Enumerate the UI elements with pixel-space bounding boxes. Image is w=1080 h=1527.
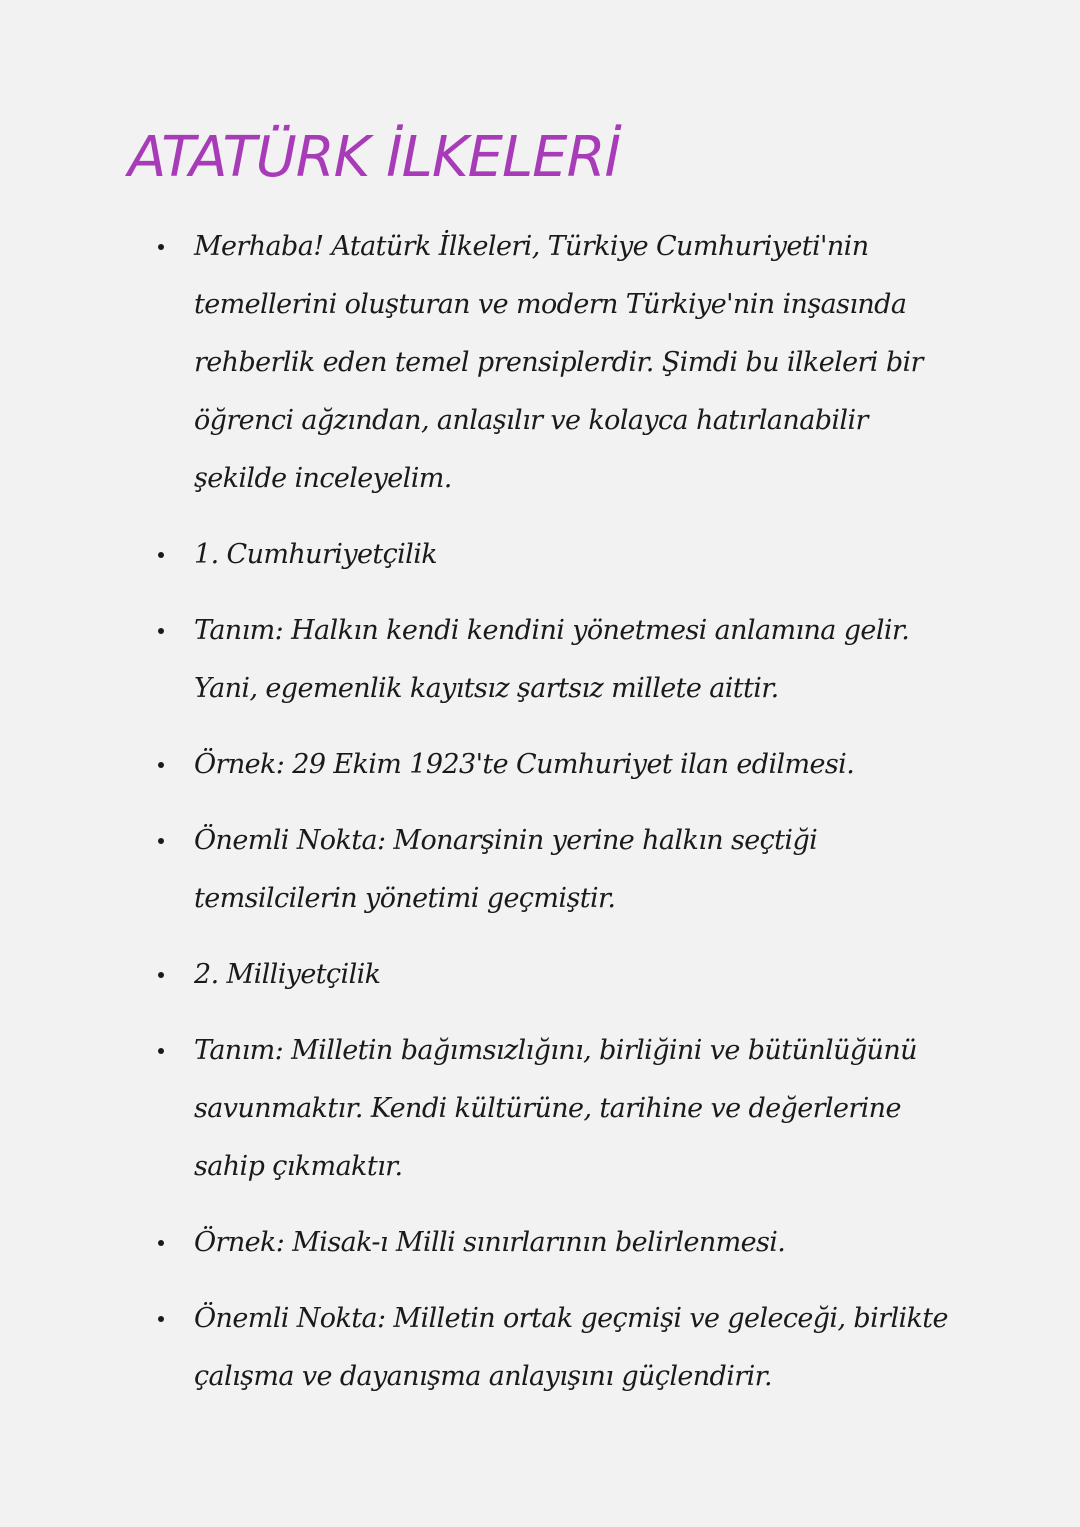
bullet-icon (158, 552, 164, 558)
bullet-icon (158, 628, 164, 634)
list-item-key-point (158, 1290, 958, 1406)
principles-list (158, 218, 958, 1424)
list-item-heading-cumhuriyetcilik (158, 526, 958, 584)
bullet-icon (158, 1048, 164, 1054)
list-item-text: Tanım: Halkın kendi kendini yönetmesi anlamına gelir. Yani, egemenlik kayıtsız şartsız millete aittir. (194, 615, 910, 704)
page-title: ATATÜRK İLKELERİ (128, 125, 620, 190)
list-item-text: Merhaba! Atatürk İlkeleri, Türkiye Cumhuriyeti'nin temellerini oluşturan ve modern Türkiye'nin inşasında rehberlik eden temel prensiplerdir. Şimdi bu ilkeleri bir öğrenci ağzından, anlaşılır ve kolayca hatırlanabilir şekilde inceleyelim. (194, 231, 923, 494)
list-item-definition (158, 602, 958, 718)
list-item-heading-milliyetcilik (158, 946, 958, 1004)
list-item-text: Önemli Nokta: Monarşinin yerine halkın seçtiği temsilcilerin yönetimi geçmiştir. (194, 825, 818, 914)
list-item-text: Tanım: Milletin bağımsızlığını, birliğini ve bütünlüğünü savunmaktır. Kendi kültürüne, tarihine ve değerlerine sahip çıkmaktır. (194, 1035, 917, 1182)
list-item-example (158, 736, 958, 794)
list-item-text: 1. Cumhuriyetçilik (194, 539, 437, 570)
bullet-icon (158, 1240, 164, 1246)
list-item-text: Örnek: 29 Ekim 1923'te Cumhuriyet ilan edilmesi. (194, 749, 855, 780)
list-item-example (158, 1214, 958, 1272)
list-item-text: 2. Milliyetçilik (194, 959, 381, 990)
list-item-key-point (158, 812, 958, 928)
bullet-icon (158, 762, 164, 768)
list-item-text: Önemli Nokta: Milletin ortak geçmişi ve geleceği, birlikte çalışma ve dayanışma anlayışını güçlendirir. (194, 1303, 948, 1392)
list-item-text: Örnek: Misak-ı Milli sınırlarının belirlenmesi. (194, 1227, 786, 1258)
bullet-icon (158, 1316, 164, 1322)
bullet-icon (158, 972, 164, 978)
bullet-icon (158, 244, 164, 250)
list-item-intro (158, 218, 958, 508)
list-item-definition (158, 1022, 958, 1196)
bullet-icon (158, 838, 164, 844)
